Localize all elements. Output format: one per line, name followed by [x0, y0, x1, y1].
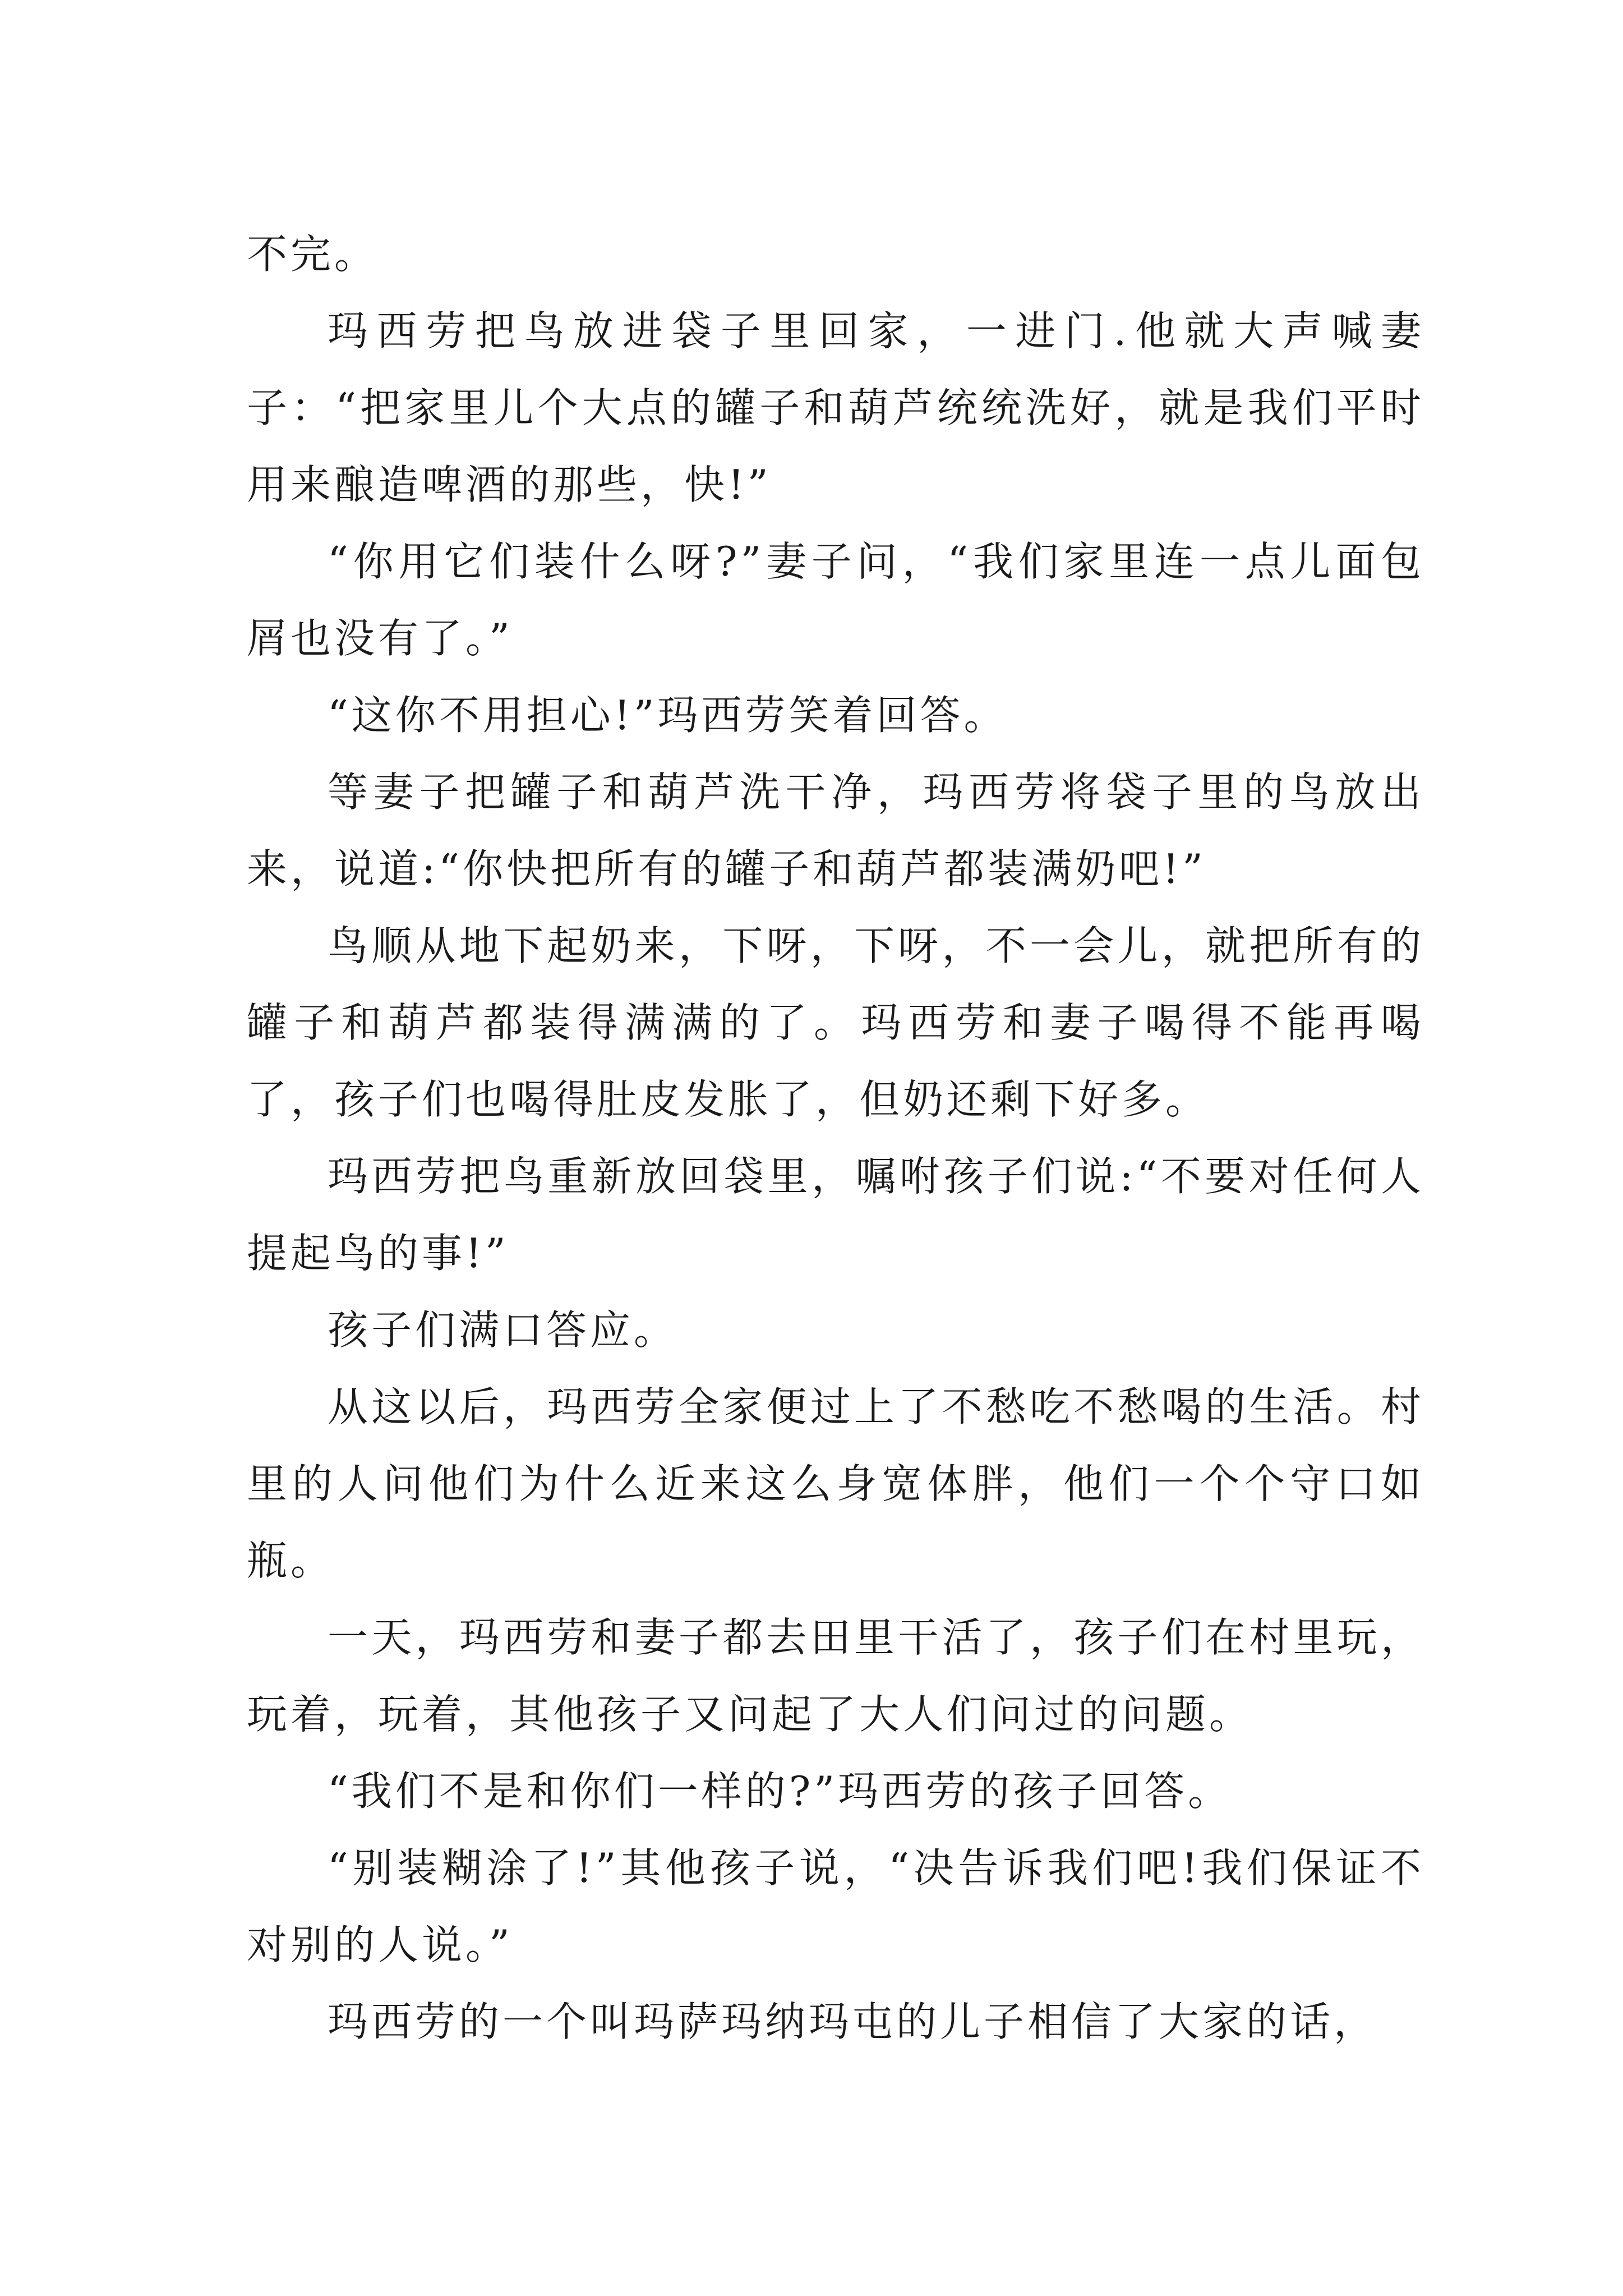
paragraph: 一天，玛西劳和妻子都去田里干活了，孩子们在村里玩，玩着，玩着，其他孩子又问起了大人们问过的问题。 — [247, 1614, 1424, 1738]
paragraph: 鸟顺从地下起奶来，下呀，下呀，不一会儿，就把所有的罐子和葫芦都装得满满的了。玛西劳和妻子喝得不能再喝了，孩子们也喝得肚皮发胀了，但奶还剩下好多。 — [247, 922, 1424, 1123]
story-text — [247, 216, 1424, 2060]
paragraph: “你用它们装什么呀?”妻子问，“我们家里连一点儿面包屑也没有了。” — [247, 538, 1424, 662]
paragraph: “我们不是和你们一样的?”玛西劳的孩子回答。 — [328, 1768, 1232, 1815]
paragraph: 玛西劳把鸟重新放回袋里，嘱咐孩子们说:“不要对任何人提起鸟的事!” — [247, 1153, 1424, 1277]
paragraph: “这你不用担心!”玛西劳笑着回答。 — [328, 692, 1008, 739]
paragraph: 从这以后，玛西劳全家便过上了不愁吃不愁喝的生活。村里的人问他们为什么近来这么身宽体胖，他们一个个守口如瓶。 — [247, 1383, 1424, 1584]
paragraph-continuation: 不完。 — [247, 231, 379, 278]
paragraph: 玛西劳把鸟放进袋子里回家，一进门.他就大声喊妻子：“把家里儿个大点的罐子和葫芦统统洗好，就是我们平时用来酿造啤酒的那些，快!” — [247, 307, 1424, 508]
paragraph: 等妻子把罐子和葫芦洗干净，玛西劳将袋子里的鸟放出来，说道:“你快把所有的罐子和葫芦都装满奶吧!” — [247, 769, 1424, 892]
paragraph: “别装糊涂了!”其他孩子说，“决告诉我们吧!我们保证不对别的人说。” — [247, 1844, 1424, 1968]
paragraph: 孩子们满口答应。 — [328, 1306, 678, 1354]
paragraph: 玛西劳的一个叫玛萨玛纳玛屯的儿子相信了大家的话， — [328, 1998, 1378, 2045]
